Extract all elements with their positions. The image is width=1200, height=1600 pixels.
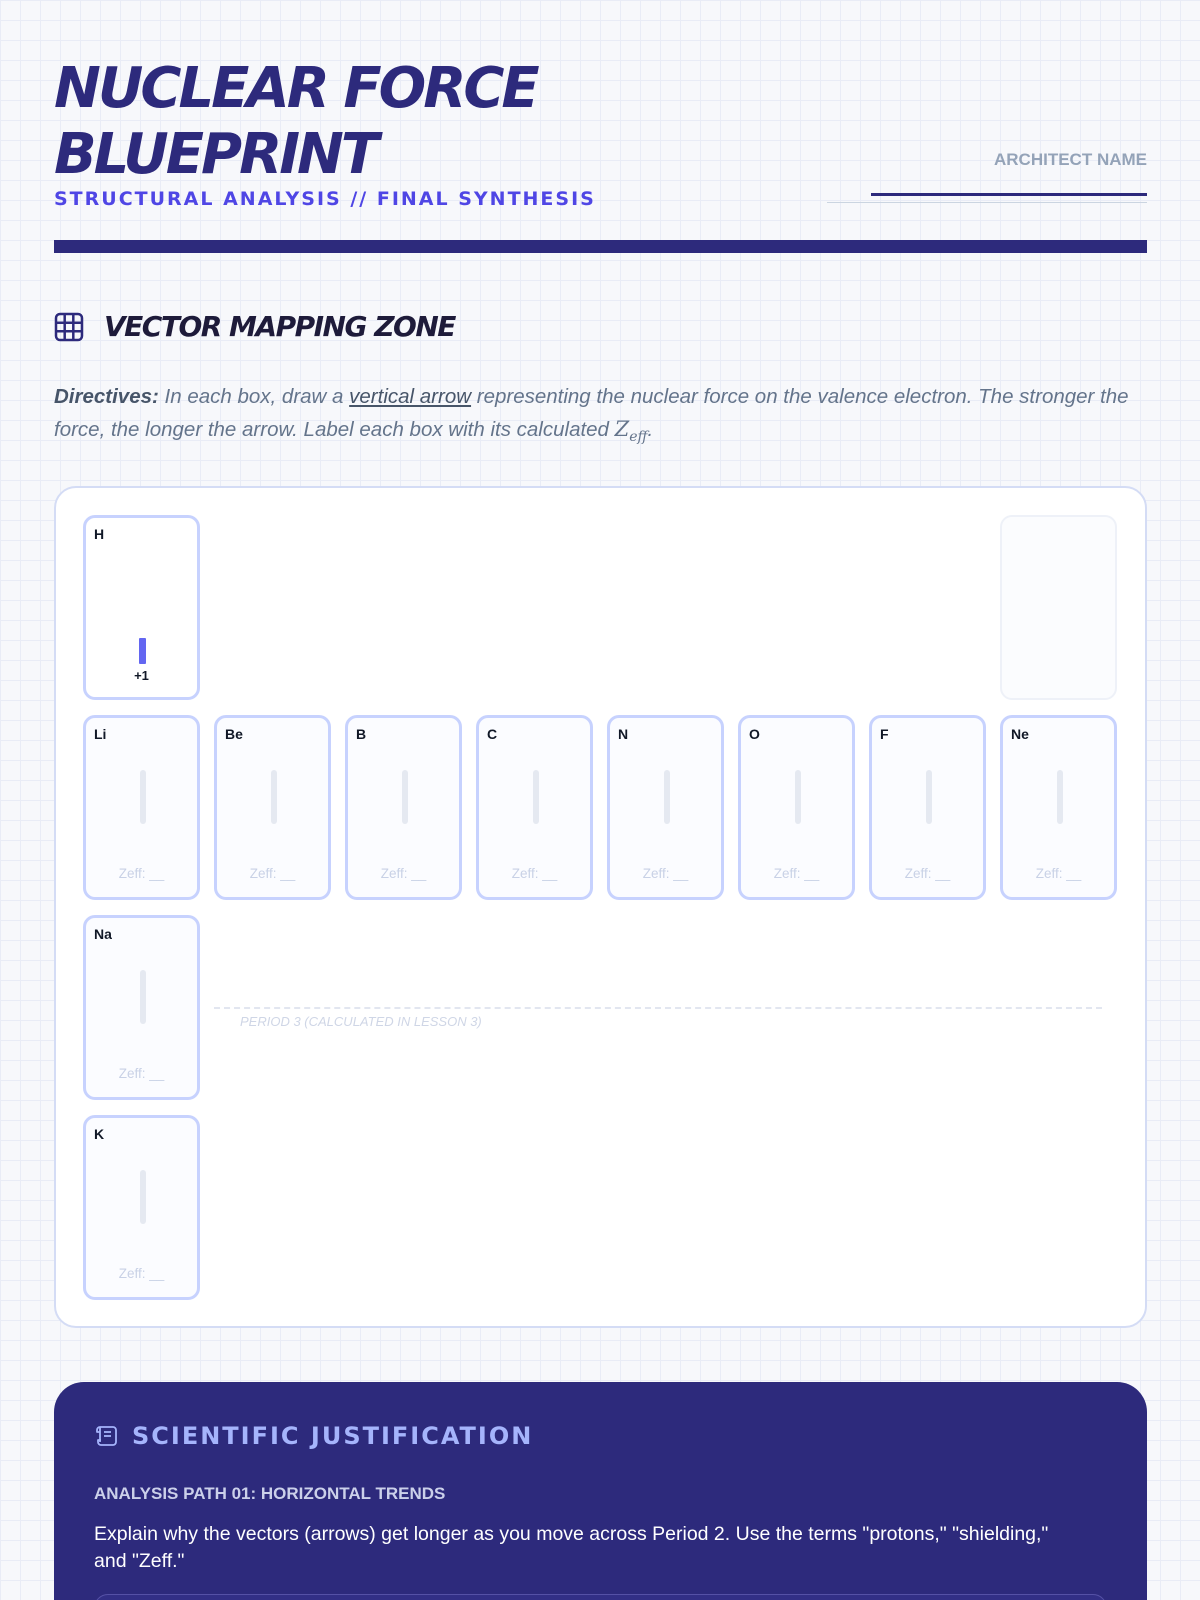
element-symbol: Li — [94, 726, 107, 742]
scientific-justification-panel — [54, 1382, 1147, 1600]
zeff-value: +1 — [134, 668, 149, 683]
element-cell-empty — [1000, 515, 1117, 700]
period3-note: PERIOD 3 (CALCULATED IN LESSON 3) — [240, 1014, 482, 1029]
element-cell-b[interactable] — [345, 715, 462, 900]
element-symbol: Na — [94, 926, 112, 942]
zeff-placeholder: Zeff: __ — [380, 866, 427, 881]
element-symbol: Ne — [1011, 726, 1029, 742]
analysis-path-label: ANALYSIS PATH 01: HORIZONTAL TRENDS — [94, 1484, 446, 1503]
architect-name-field[interactable] — [994, 150, 1147, 170]
element-symbol: Be — [225, 726, 243, 742]
zeff-placeholder: Zeff: __ — [642, 866, 689, 881]
vector-mapping-panel — [54, 486, 1147, 1328]
justification-heading — [94, 1422, 533, 1450]
element-cell-n[interactable] — [607, 715, 724, 900]
arrow-placeholder — [926, 770, 932, 824]
zeff-placeholder: Zeff: __ — [118, 1266, 165, 1281]
arrow-placeholder — [140, 1170, 146, 1224]
scroll-icon — [94, 1423, 120, 1449]
element-cell-c[interactable] — [476, 715, 593, 900]
element-symbol: K — [94, 1126, 105, 1142]
element-cell-na[interactable] — [83, 915, 200, 1100]
element-cell-k[interactable] — [83, 1115, 200, 1300]
header-rule — [54, 240, 1147, 253]
directives-lead: Directives: — [54, 385, 159, 408]
arrow-placeholder — [271, 770, 277, 824]
header — [54, 0, 1147, 255]
element-symbol: O — [749, 726, 760, 742]
mapping-section-title: VECTOR MAPPING ZONE — [104, 310, 455, 343]
directives-emphasis: vertical arrow — [349, 385, 472, 408]
page-title: NUCLEAR FORCE BLUEPRINT — [54, 56, 537, 187]
directives-part-1: In each box, draw a — [158, 385, 350, 408]
zeff-symbol: $Z_{eff}$ — [614, 417, 648, 446]
arrow-placeholder — [402, 770, 408, 824]
mapping-section-heading — [54, 310, 455, 343]
zeff-placeholder: Zeff: __ — [773, 866, 820, 881]
architect-name-line[interactable] — [827, 202, 1147, 203]
element-cell-be[interactable] — [214, 715, 331, 900]
arrow-placeholder — [533, 770, 539, 824]
arrow-placeholder — [795, 770, 801, 824]
element-cell-ne[interactable] — [1000, 715, 1117, 900]
analysis-path-prompt: Explain why the vectors (arrows) get longer as you move across Period 2. Use the terms "protons," "shielding," and "Zeff." — [94, 1523, 1049, 1572]
zeff-placeholder: Zeff: __ — [1035, 866, 1082, 881]
force-arrow — [139, 638, 146, 664]
element-symbol: F — [880, 726, 889, 742]
answer-box[interactable] — [94, 1594, 1107, 1600]
period3-divider — [214, 1007, 1102, 1009]
directives-part-2: representing the nuclear force on the valence electron. The stronger the force, the longer the arrow. Label each box with its calculated — [54, 385, 1129, 441]
element-cell-f[interactable] — [869, 715, 986, 900]
worksheet-page — [54, 0, 1147, 1572]
zeff-placeholder: Zeff: __ — [511, 866, 558, 881]
zeff-placeholder: Zeff: __ — [118, 1066, 165, 1081]
grid-icon — [54, 312, 84, 342]
element-symbol: C — [487, 726, 498, 742]
zeff-placeholder: Zeff: __ — [904, 866, 951, 881]
arrow-placeholder — [664, 770, 670, 824]
element-cell-h[interactable] — [83, 515, 200, 700]
element-symbol: N — [618, 726, 629, 742]
directives-part-3: . — [647, 418, 654, 441]
arrow-placeholder — [140, 770, 146, 824]
page-subtitle: STRUCTURAL ANALYSIS // FINAL SYNTHESIS — [54, 188, 596, 210]
directives-text — [54, 380, 1147, 454]
zeff-placeholder: Zeff: __ — [118, 866, 165, 881]
element-cell-o[interactable] — [738, 715, 855, 900]
architect-name-label: ARCHITECT NAME — [994, 150, 1147, 169]
zeff-placeholder: Zeff: __ — [249, 866, 296, 881]
element-cell-li[interactable] — [83, 715, 200, 900]
element-symbol: B — [356, 726, 367, 742]
arrow-placeholder — [1057, 770, 1063, 824]
element-symbol: H — [94, 526, 105, 542]
justification-title: SCIENTIFIC JUSTIFICATION — [132, 1422, 534, 1450]
arrow-placeholder — [140, 970, 146, 1024]
